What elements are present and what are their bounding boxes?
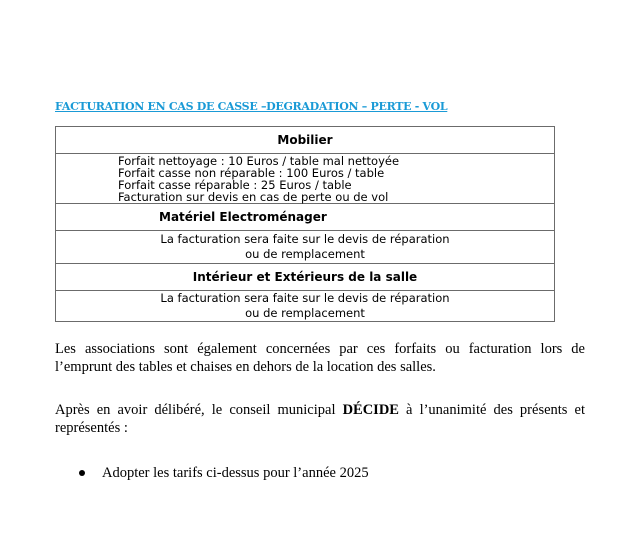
decision-emphasis: DÉCIDE <box>342 402 399 418</box>
paragraph-decision <box>55 401 585 437</box>
mobilier-title: Mobilier <box>56 127 555 154</box>
mobilier-forfaits <box>56 154 555 204</box>
tarifs-table <box>55 126 555 322</box>
electromenager-text-line: La facturation sera faite sur le devis de réparation <box>160 232 450 246</box>
forfait-line: Forfait nettoyage : 10 Euros / table mal nettoyée <box>118 153 400 168</box>
list-item-text: Adopter les tarifs ci-dessus pour l’année 2025 <box>102 465 369 481</box>
forfait-line: Forfait casse réparable : 25 Euros / table <box>118 177 352 192</box>
salle-text-line: La facturation sera faite sur le devis de réparation <box>160 291 450 305</box>
decision-text-before: Après en avoir délibéré, le conseil municipal <box>55 402 343 418</box>
bullet-icon <box>79 470 85 476</box>
salle-title: Intérieur et Extérieurs de la salle <box>56 264 555 291</box>
forfait-line: Facturation sur devis en cas de perte ou de vol <box>118 189 389 204</box>
electromenager-title: Matériel Electroménager <box>56 204 555 231</box>
salle-text-line: ou de remplacement <box>245 306 365 320</box>
electromenager-text <box>56 231 555 264</box>
list-item <box>79 465 369 482</box>
section-heading: FACTURATION EN CAS DE CASSE –DEGRADATION – PERTE - VOL <box>55 100 448 113</box>
table-row <box>56 127 555 154</box>
table-row <box>56 231 555 264</box>
salle-text <box>56 291 555 322</box>
forfait-line: Forfait casse non réparable : 100 Euros / table <box>118 165 385 180</box>
electromenager-text-line: ou de remplacement <box>245 247 365 261</box>
table-row <box>56 264 555 291</box>
decision-text-after: à l’unanimité des présents et représentés : <box>55 402 585 436</box>
table-row <box>56 204 555 231</box>
paragraph-associations: Les associations sont également concernées par ces forfaits ou facturation lors de l’emprunt des tables et chaises en dehors de la location des salles. <box>55 341 585 375</box>
table-row <box>56 291 555 322</box>
table-row <box>56 154 555 204</box>
